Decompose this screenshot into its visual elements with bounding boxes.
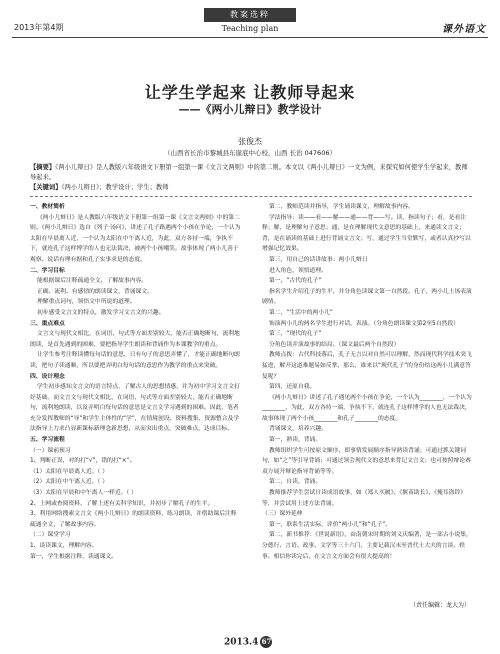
- paragraph: 能根据课后注释疏通全文，了解故事内容。: [36, 278, 148, 285]
- article-subtitle: ——《两小儿辩日》教学设计: [178, 103, 322, 116]
- paragraph: 指名学生介绍孔子的生平，并分角色读课文第一自然段。孔子，两小儿上场表演剧情。: [262, 288, 472, 306]
- footer-issue: 2013.4: [224, 637, 259, 648]
- issue-label: 2013年第4期: [14, 23, 64, 32]
- paragraph: （二）课堂学习: [30, 532, 71, 539]
- paragraph: 教师推荐学生尝试自读成语故事，如《郑人买履》、《揠苗助长》、《掩耳盗铃》等，并尝试用上述方法背诵。: [262, 490, 467, 507]
- paragraph: 饰演两小儿的两名学生进行对话，表演。（分角色朗读课文第2至5自然段）: [268, 320, 459, 327]
- paragraph: 1、谈读课文，理解内容。: [30, 543, 98, 549]
- category-english: Teaching plan: [221, 24, 279, 33]
- paragraph: 第二，“生活中的两小儿”: [268, 309, 333, 316]
- header-rule: [12, 37, 488, 38]
- paragraph: 理解重点词句，领悟文中所说的道理。: [36, 299, 136, 306]
- article-title: 让学生学起来 让教师导起来: [144, 83, 356, 102]
- author-affiliation: （山西省长治市黎城县东崖底中心校，山西 长治 047606）: [164, 149, 336, 157]
- paragraph: （三）课外延伸: [262, 511, 303, 518]
- paragraph: 第二，自读，背诵。: [268, 479, 322, 486]
- page-footer: [224, 636, 272, 648]
- abstract-divider: [30, 196, 472, 197]
- section-heading: 四、设计理念: [30, 373, 65, 380]
- section-heading: 五、学习流程: [30, 437, 65, 444]
- paragraph: 第一，学生根据注释，读通课文。: [30, 553, 117, 560]
- paragraph: 第三，用自己的话讲故事：两小儿辩日: [268, 256, 368, 263]
- paragraph: 教师组织学生可按原文顺序，即事情发展顺序指导熟读背诵；可通过抓关键词句，如“之”等引导背诵；可通过领会现代文的意思来背记文言文；也可按照辩论赛双方展开辩论指导背诵等等。: [262, 447, 471, 475]
- paragraph: 第三，“现代的孔子”: [268, 331, 322, 338]
- paragraph: （2）太阳在中午离人近。（ ）: [30, 479, 108, 486]
- paragraph: （3）太阳在早晨和中午离人一样近。（ ）: [30, 490, 137, 497]
- paragraph: 第一，联系生活实际，评价“两小儿”和“孔子”。: [268, 521, 392, 528]
- keywords-text: 《两小儿辩日》；教学设计；学生；教师: [61, 184, 169, 191]
- paragraph: 背诵课文，培养兴趣。: [268, 426, 327, 433]
- article-author: 张俊杰: [238, 137, 262, 146]
- abstract-text: 《两小儿辩日》是人教版六年级语文下册第一组第一课《文言文两则》中的第二则。本文以《两小儿辩日》一文为例，来探究如何使学生学起来，教师导起来。: [30, 164, 468, 181]
- journal-brand: 课外语文: [442, 24, 486, 35]
- paragraph: （1）太阳在早晨离人近。（ ）: [30, 468, 108, 475]
- paragraph: 教师点拨：古代科技落后，孔子无言以对自然可以理解，然而现代科学技术突飞猛进，解开这道难题易如反掌，那么，谁来以“现代孔子”的身份给这两小儿满意答复呢？: [262, 352, 472, 380]
- paragraph: 进入角色，领悟道理。: [268, 267, 327, 274]
- abstract: [30, 163, 472, 183]
- section-heading: 三、重点难点: [30, 320, 65, 327]
- paragraph: 3、利用网络搜索文言文《两小儿辩日》的朗读资料，练习朗读，并借助课后注释疏通全文，了解故事内容。: [30, 511, 237, 528]
- page-number: 67: [261, 637, 272, 646]
- paragraph: 第二，教师范读并指导，学生诵读课文，理解故事内容。: [268, 204, 414, 210]
- paragraph: 分角色读并演故事的结局。（课文最后两个自然段）: [268, 341, 400, 348]
- paragraph: 第一，“古代的孔子”: [268, 278, 322, 285]
- paragraph: 初步感受文言文的特点，激发学习文言文的兴趣。: [36, 309, 165, 316]
- paragraph: 让学生参考注释读懂每句话的意思，只有句子的意思弄懂了，才能正确地断句朗读，把句子读通顺，所以要把弄明白每句话的意思作为教学的重点来突破。: [30, 352, 240, 369]
- section-heading: 二、学习目标: [30, 267, 65, 274]
- category-badge: 教案选粹: [204, 8, 296, 22]
- paragraph: 《两小儿辩日》是人教版六年级语文下册第一组第一课《文言文两则》中的第二则。《两小儿辩日》选自《列子·汤问》，讲述了孔子路遇两个小孩在争论，一个认为太阳在早晨离人近，一个认为太阳在中午离人近，为此，双方各持一端，争执不下，就连孔子这样博学的人也无法裁决，被两个小孩嘲笑。故事体现了两小儿善于观察、说话有理有据和孔子实事求是的态度。: [30, 214, 241, 263]
- left-column: [30, 202, 242, 562]
- keywords: [30, 183, 472, 193]
- keywords-label: 【关键词】: [30, 184, 62, 191]
- paragraph: 学生初步感知文言文的语言特点，了解古人的思想情感，并为初中学习文言文打好基础。而文言文与现代文相比，在词语、句式等方面差别较大，能否正确地断句，流利地朗读，以及弄明白每句话的意思是文言文学习遇到的困难。因此，笔者充分发挥教师的“导”和学生主体性的“学”，在情境创设、资料搜集、资源整合及学法指导上力求凸显新课标新理念新思想，从而突出重点，突破难点，达成目标。: [30, 384, 240, 433]
- paragraph: 文言文与现代文相比，在词语、句式等方面差别较大，能否正确地断句，流利地朗读，是首先遇到的困难，要把指导学生朗读和背诵作为本课教学的重点。: [30, 331, 240, 348]
- page-header: [0, 0, 500, 40]
- paragraph: 学法指导：读——看——解——通——背——写。读，指读句子；看，是看注释；解，是理解句子意思；通，是在理解现代文意思的基础上，来通读文言文；背，是在诵读的基础上进行背诵文言文；写，通过学生当堂默写，或者认真抄写以增强记忆效果。: [262, 214, 471, 253]
- right-column: [262, 202, 474, 562]
- paragraph: 《两小儿辩日》讲述了孔子遇见两个小孩在争论，一个认为________，一个认为________，为此，双方各持一端，争执不下，就连孔子这样博学的人也无法裁决，故事体现了两个小孩________和孔子________的态度。: [262, 394, 472, 422]
- editor-note: （责任编辑：龙大为）: [409, 602, 470, 609]
- paragraph: 第一，熟读，背诵。: [268, 437, 322, 444]
- abstract-label: 【摘要】: [30, 164, 56, 171]
- paragraph: 2、上网或查阅资料，了解上述有关科学知识，并初步了解孔子的生平。: [30, 500, 214, 507]
- section-heading: 一、教材简析: [30, 204, 65, 210]
- paragraph: 第四，还原自我。: [268, 384, 316, 391]
- paragraph: 正确、流利、有感情的朗读课文，背诵课文。: [36, 288, 153, 295]
- paragraph: 1、判断正误，对的打“√”，错的打“×”。: [30, 458, 136, 465]
- paragraph: （一）课前预习: [30, 447, 71, 454]
- paragraph: 第二，新书推荐：《世说新语》，由南朝宋时期的刘义庆编著，是一部古小说集，分德行、言语、政事、文学等三十六门，主要记载汉末至晋代士大夫的言谈、轶事。相信你读完后，在文言文方面会有很大提高的！: [262, 532, 472, 560]
